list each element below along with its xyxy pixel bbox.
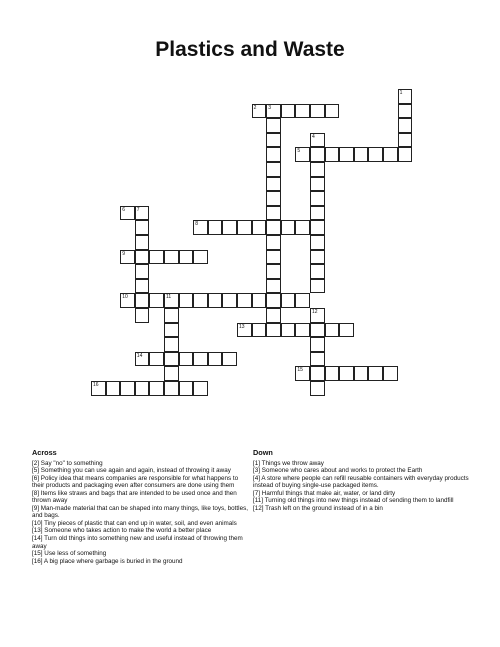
grid-cell[interactable] bbox=[252, 220, 267, 235]
clue-number: 12 bbox=[312, 309, 318, 315]
grid-cell[interactable] bbox=[398, 104, 413, 119]
grid-cell[interactable] bbox=[310, 177, 325, 192]
grid-cell[interactable] bbox=[120, 206, 135, 221]
grid-cell[interactable] bbox=[295, 147, 310, 162]
grid-cell[interactable] bbox=[354, 366, 369, 381]
grid-cell[interactable] bbox=[325, 366, 340, 381]
grid-cell[interactable] bbox=[310, 220, 325, 235]
grid-cell[interactable] bbox=[266, 118, 281, 133]
grid-cell[interactable] bbox=[193, 220, 208, 235]
grid-cell[interactable] bbox=[208, 352, 223, 367]
across-clue: [14] Turn old things into something new and useful instead of throwing them away bbox=[32, 535, 243, 550]
grid-cell[interactable] bbox=[310, 104, 325, 119]
grid-cell[interactable] bbox=[310, 381, 325, 396]
across-clues bbox=[32, 449, 249, 565]
grid-cell[interactable] bbox=[179, 352, 194, 367]
down-clue: [7] Harmful things that make air, water, or land dirty bbox=[253, 489, 396, 497]
grid-cell[interactable] bbox=[135, 381, 150, 396]
grid-cell[interactable] bbox=[252, 323, 267, 338]
grid-cell[interactable] bbox=[164, 381, 179, 396]
grid-cell[interactable] bbox=[368, 147, 383, 162]
grid-cell[interactable] bbox=[339, 323, 354, 338]
grid-cell[interactable] bbox=[252, 293, 267, 308]
grid-cell[interactable] bbox=[193, 381, 208, 396]
grid-cell[interactable] bbox=[164, 293, 179, 308]
grid-cell[interactable] bbox=[252, 104, 267, 119]
grid-cell[interactable] bbox=[310, 323, 325, 338]
grid-cell[interactable] bbox=[135, 235, 150, 250]
across-heading: Across bbox=[32, 448, 57, 457]
grid-cell[interactable] bbox=[295, 104, 310, 119]
grid-cell[interactable] bbox=[310, 366, 325, 381]
down-clues bbox=[253, 449, 471, 512]
grid-cell[interactable] bbox=[310, 250, 325, 265]
grid-cell[interactable] bbox=[325, 323, 340, 338]
grid-cell[interactable] bbox=[208, 293, 223, 308]
clue-number: 11 bbox=[166, 294, 172, 301]
grid-cell[interactable] bbox=[383, 147, 398, 162]
clue-number: 3 bbox=[268, 104, 271, 111]
grid-cell[interactable] bbox=[135, 264, 150, 279]
down-clue: [1] Things we throw away bbox=[253, 459, 324, 467]
grid-cell[interactable] bbox=[266, 220, 281, 235]
grid-cell[interactable] bbox=[237, 323, 252, 338]
grid-cell[interactable] bbox=[339, 366, 354, 381]
grid-cell[interactable] bbox=[295, 220, 310, 235]
grid-cell[interactable] bbox=[149, 250, 164, 265]
grid-cell[interactable] bbox=[281, 293, 296, 308]
down-clue: [3] Someone who cares about and works to protect the Earth bbox=[253, 467, 423, 475]
clue-number: 1 bbox=[399, 90, 403, 96]
across-clue: [16] A big place where garbage is buried in the ground bbox=[32, 557, 183, 565]
grid-cell[interactable] bbox=[281, 323, 296, 338]
grid-cell[interactable] bbox=[135, 206, 150, 221]
grid-cell[interactable] bbox=[208, 220, 223, 235]
across-clue: [5] Something you can use again and again, instead of throwing it away bbox=[32, 467, 231, 475]
grid-cell[interactable] bbox=[266, 104, 281, 119]
clue-number: 15 bbox=[297, 367, 303, 374]
clue-number: 13 bbox=[239, 323, 245, 330]
grid-cell[interactable] bbox=[266, 147, 281, 162]
down-clue: [11] Turning old things into new things instead of sending them to landfill bbox=[253, 497, 454, 505]
grid-cell[interactable] bbox=[310, 133, 325, 148]
across-clue: [8] Items like straws and bags that are intended to be used once and then thrown away bbox=[32, 489, 237, 505]
grid-cell[interactable] bbox=[310, 191, 325, 206]
grid-cell[interactable] bbox=[179, 381, 194, 396]
grid-cell[interactable] bbox=[164, 352, 179, 367]
clue-number: 16 bbox=[93, 382, 99, 388]
clue-number: 5 bbox=[297, 148, 301, 155]
grid-cell[interactable] bbox=[266, 308, 281, 323]
down-clue: [12] Trash left on the ground instead of in a bin bbox=[253, 504, 383, 512]
grid-cell[interactable] bbox=[266, 264, 281, 279]
grid-cell[interactable] bbox=[193, 352, 208, 367]
grid-cell[interactable] bbox=[149, 293, 164, 308]
grid-cell[interactable] bbox=[135, 352, 150, 367]
grid-cell[interactable] bbox=[398, 118, 413, 133]
grid-cell[interactable] bbox=[120, 293, 135, 308]
clue-number: 8 bbox=[195, 221, 198, 228]
grid-cell[interactable] bbox=[325, 104, 340, 119]
clue-number: 7 bbox=[136, 206, 140, 213]
grid-cell[interactable] bbox=[281, 220, 296, 235]
grid-cell[interactable] bbox=[310, 235, 325, 250]
grid-cell[interactable] bbox=[281, 104, 296, 119]
grid-cell[interactable] bbox=[135, 220, 150, 235]
grid-cell[interactable] bbox=[398, 133, 413, 148]
grid-cell[interactable] bbox=[325, 147, 340, 162]
grid-cell[interactable] bbox=[149, 352, 164, 367]
grid-cell[interactable] bbox=[339, 147, 354, 162]
grid-cell[interactable] bbox=[266, 323, 281, 338]
down-clue: [4] A store where people can refill reusable containers with everyday products instead of buying single-use packaged items. bbox=[253, 474, 469, 490]
grid-cell[interactable] bbox=[266, 133, 281, 148]
grid-cell[interactable] bbox=[310, 337, 325, 352]
grid-cell[interactable] bbox=[295, 366, 310, 381]
grid-cell[interactable] bbox=[310, 162, 325, 177]
grid-cell[interactable] bbox=[222, 352, 237, 367]
grid-cell[interactable] bbox=[135, 308, 150, 323]
grid-cell[interactable] bbox=[120, 250, 135, 265]
across-clue: [2] Say "no" to something bbox=[32, 459, 103, 467]
grid-cell[interactable] bbox=[164, 337, 179, 352]
grid-cell[interactable] bbox=[368, 366, 383, 381]
grid-cell[interactable] bbox=[295, 293, 310, 308]
clue-number: 6 bbox=[122, 206, 125, 213]
grid-cell[interactable] bbox=[193, 250, 208, 265]
across-clue: [6] Policy idea that means companies are responsible for what happens to their products and packaging even after consumers are done using them bbox=[32, 474, 239, 490]
grid-cell[interactable] bbox=[149, 381, 164, 396]
grid-cell[interactable] bbox=[179, 293, 194, 308]
grid-cell[interactable] bbox=[266, 293, 281, 308]
grid-cell[interactable] bbox=[266, 162, 281, 177]
grid-cell[interactable] bbox=[398, 89, 413, 104]
grid-cell[interactable] bbox=[266, 235, 281, 250]
grid-cell[interactable] bbox=[135, 279, 150, 294]
grid-cell[interactable] bbox=[164, 323, 179, 338]
grid-cell[interactable] bbox=[266, 177, 281, 192]
grid-cell[interactable] bbox=[164, 308, 179, 323]
across-clue: [9] Man-made material that can be shaped into many things, like toys, bottles, and bags. bbox=[32, 504, 248, 520]
across-clue: [13] Someone who takes action to make the world a better place bbox=[32, 527, 212, 535]
grid-cell[interactable] bbox=[310, 147, 325, 162]
grid-cell[interactable] bbox=[222, 293, 237, 308]
grid-cell[interactable] bbox=[135, 293, 150, 308]
grid-cell[interactable] bbox=[237, 220, 252, 235]
grid-cell[interactable] bbox=[266, 250, 281, 265]
clue-number: 9 bbox=[122, 250, 125, 257]
grid-cell[interactable] bbox=[310, 308, 325, 323]
grid-cell[interactable] bbox=[310, 206, 325, 221]
clue-number: 14 bbox=[136, 352, 143, 359]
grid-cell[interactable] bbox=[237, 293, 252, 308]
grid-cell[interactable] bbox=[310, 352, 325, 367]
clue-number: 4 bbox=[312, 133, 315, 140]
grid-cell[interactable] bbox=[383, 366, 398, 381]
grid-cell[interactable] bbox=[91, 381, 106, 396]
grid-cell[interactable] bbox=[295, 323, 310, 338]
clue-number: 2 bbox=[253, 104, 257, 111]
grid-cell[interactable] bbox=[398, 147, 413, 162]
puzzle-title: Plastics and Waste bbox=[155, 38, 345, 61]
grid-cell[interactable] bbox=[179, 250, 194, 265]
grid-cell[interactable] bbox=[266, 191, 281, 206]
grid-cell[interactable] bbox=[193, 293, 208, 308]
grid-cell[interactable] bbox=[164, 250, 179, 265]
grid-cell[interactable] bbox=[222, 220, 237, 235]
grid-cell[interactable] bbox=[310, 279, 325, 294]
down-heading: Down bbox=[253, 448, 273, 457]
grid-cell[interactable] bbox=[310, 264, 325, 279]
grid-cell[interactable] bbox=[354, 147, 369, 162]
grid-cell[interactable] bbox=[266, 206, 281, 221]
grid-cell[interactable] bbox=[266, 279, 281, 294]
across-clue: [15] Use less of something bbox=[32, 550, 107, 558]
grid-cell[interactable] bbox=[135, 250, 150, 265]
grid-cell[interactable] bbox=[106, 381, 121, 396]
across-clue: [10] Tiny pieces of plastic that can end up in water, soil, and even animals bbox=[32, 519, 237, 527]
grid-cell[interactable] bbox=[164, 366, 179, 381]
grid-cell[interactable] bbox=[120, 381, 135, 396]
clue-number: 10 bbox=[122, 294, 128, 301]
